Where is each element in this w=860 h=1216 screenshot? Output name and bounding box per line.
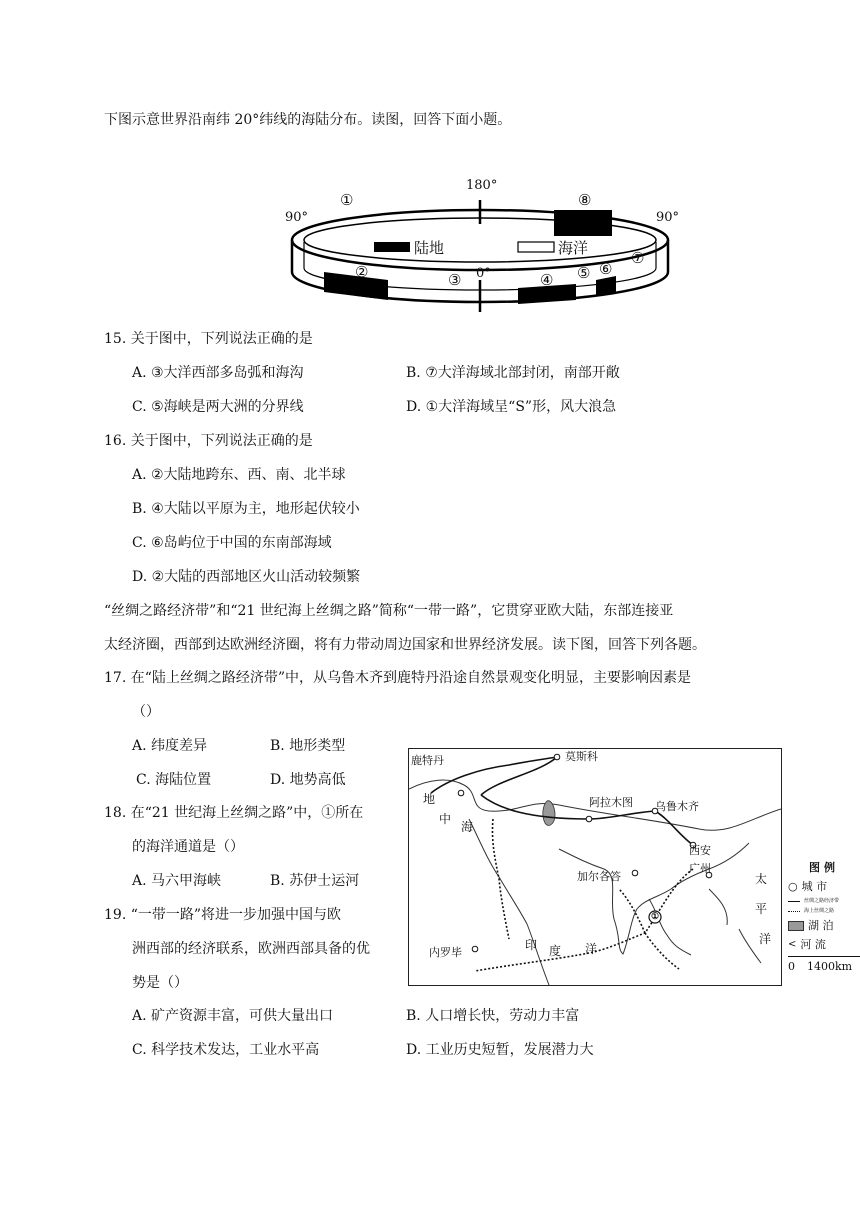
intro-text-2-line1: “丝绸之路经济带”和“21 世纪海上丝绸之路”简称“一带一路”，它贯穿亚欧大陆，东部连接亚	[104, 603, 674, 619]
map-label-zhong: 中	[439, 812, 452, 826]
city-kolkata: 加尔各答	[577, 870, 621, 883]
land-route-line-icon	[788, 901, 800, 902]
marker-2: ②	[355, 263, 369, 281]
label-0: 0°	[476, 266, 491, 281]
q15-option-d[interactable]: D. ①大洋海域呈“S”形，风大浪急	[406, 399, 617, 415]
land-legend-swatch	[374, 242, 410, 252]
q19-stem-line3: 势是（）	[132, 975, 188, 991]
marker-3: ③	[448, 271, 462, 289]
city-nairobi-dot	[472, 946, 478, 952]
label-90-right: 90°	[656, 210, 680, 225]
q16-option-a[interactable]: A. ②大陆地跨东、西、南、北半球	[132, 467, 346, 483]
q16-option-b[interactable]: B. ④大陆以平原为主，地形起伏较小	[132, 501, 360, 517]
q15-option-a[interactable]: A. ③大洋西部多岛弧和海沟	[132, 365, 304, 381]
q18-stem-line2: 的海洋通道是（）	[132, 839, 244, 855]
q19-option-d[interactable]: D. 工业历史短暂，发展潜力大	[406, 1042, 594, 1058]
q17-stem-line1: 17. 在“陆上丝绸之路经济带”中，从乌鲁木齐到鹿特丹沿途自然景观变化明显，主要影响因素是	[104, 670, 692, 686]
q16-option-d[interactable]: D. ②大陆的西部地区火山活动较频繁	[132, 569, 361, 585]
ocean-legend-swatch	[518, 242, 554, 252]
q17-option-c[interactable]: C. 海陆位置	[136, 772, 212, 788]
city-kolkata-dot	[632, 870, 638, 876]
map-label-di: 地	[423, 792, 436, 806]
q19-option-b[interactable]: B. 人口增长快，劳动力丰富	[406, 1008, 580, 1024]
silk-road-map	[408, 748, 782, 986]
city-moscow: 莫斯科	[565, 750, 598, 763]
q15-option-b[interactable]: B. ⑦大洋海域北部封闭，南部开敞	[406, 365, 620, 381]
q19-stem-line2: 洲西部的经济联系，欧洲西部具备的优	[132, 941, 370, 957]
city-xian: 西安	[689, 844, 711, 857]
map-legend	[788, 858, 860, 976]
city-guangzhou: 广州	[689, 862, 711, 875]
marker-1: ①	[340, 191, 354, 209]
intro-text-2-line2: 太经济圈，西部到达欧洲经济圈，将有力带动周边国家和世界经济发展。读下图，回答下列各题。	[104, 637, 706, 653]
marker-7: ⑦	[631, 249, 645, 267]
map-label-hai: 海	[461, 820, 474, 834]
legend-land-label: 陆地	[414, 239, 445, 257]
q17-stem-line2: （）	[132, 704, 160, 720]
city-almaty: 阿拉木图	[589, 796, 633, 809]
map-label-tai: 太	[755, 872, 768, 886]
label-90-left: 90°	[285, 210, 309, 225]
strait-marker: ①	[651, 912, 660, 922]
q19-option-a[interactable]: A. 矿产资源丰富，可供大量出口	[132, 1008, 334, 1024]
city-urumqi: 乌鲁木齐	[655, 800, 699, 813]
lake-swatch-icon	[788, 921, 804, 931]
q17-option-d[interactable]: D. 地势高低	[270, 772, 346, 788]
q19-stem-line1: 19. “一带一路”将进一步加强中国与欧	[104, 907, 342, 923]
legend-sea-route: 海上丝绸之路	[804, 908, 835, 914]
legend-lake: 湖 泊	[808, 919, 834, 932]
q18-option-b[interactable]: B. 苏伊士运河	[270, 873, 360, 889]
city-symbol-icon: ○	[788, 880, 798, 893]
river-icon: <	[788, 939, 797, 950]
legend-river: 河 流	[800, 938, 826, 951]
q17-option-b[interactable]: B. 地形类型	[270, 738, 346, 754]
marker-6: ⑥	[599, 260, 613, 278]
city-moscow-dot	[554, 754, 560, 760]
map-label-yin: 印	[525, 938, 538, 952]
map-label-ping: 平	[755, 902, 768, 916]
map-label-yang-2: 洋	[759, 932, 772, 946]
q18-stem-line1: 18. 在“21 世纪海上丝绸之路”中，①所在	[104, 805, 364, 821]
scale-zero: 0	[788, 960, 795, 973]
legend-ocean-label: 海洋	[558, 239, 589, 257]
city-almaty-dot	[586, 816, 592, 822]
q15-option-c[interactable]: C. ⑤海峡是两大洲的分界线	[132, 399, 304, 415]
city-rotterdam: 鹿特丹	[411, 754, 444, 767]
q18-option-a[interactable]: A. 马六甲海峡	[132, 873, 222, 889]
legend-land-route: 丝绸之路经济带	[804, 898, 840, 904]
intro-text-1: 下图示意世界沿南纬 20°纬线的海陆分布。读图，回答下面小题。	[104, 112, 512, 128]
q17-option-a[interactable]: A. 纬度差异	[132, 738, 208, 754]
q19-option-c[interactable]: C. 科学技术发达，工业水平高	[132, 1042, 320, 1058]
q15-stem: 15. 关于图中，下列说法正确的是	[104, 331, 313, 347]
legend-city: 城 市	[801, 880, 828, 893]
scale-value: 1400km	[807, 960, 853, 973]
legend-title: 图例	[809, 861, 839, 874]
map-label-yang: 洋	[585, 942, 598, 956]
city-nairobi: 内罗毕	[429, 946, 462, 959]
land-segment-8	[554, 210, 612, 236]
marker-5: ⑤	[577, 264, 591, 282]
city-rotterdam-dot	[458, 790, 464, 796]
label-180: 180°	[466, 178, 498, 193]
q16-option-c[interactable]: C. ⑥岛屿位于中国的东南部海域	[132, 535, 332, 551]
map-label-du: 度	[549, 944, 562, 958]
marker-8: ⑧	[578, 191, 592, 209]
q16-stem: 16. 关于图中，下列说法正确的是	[104, 433, 313, 449]
marker-4: ④	[540, 271, 554, 289]
sea-route-line-icon	[788, 911, 800, 912]
